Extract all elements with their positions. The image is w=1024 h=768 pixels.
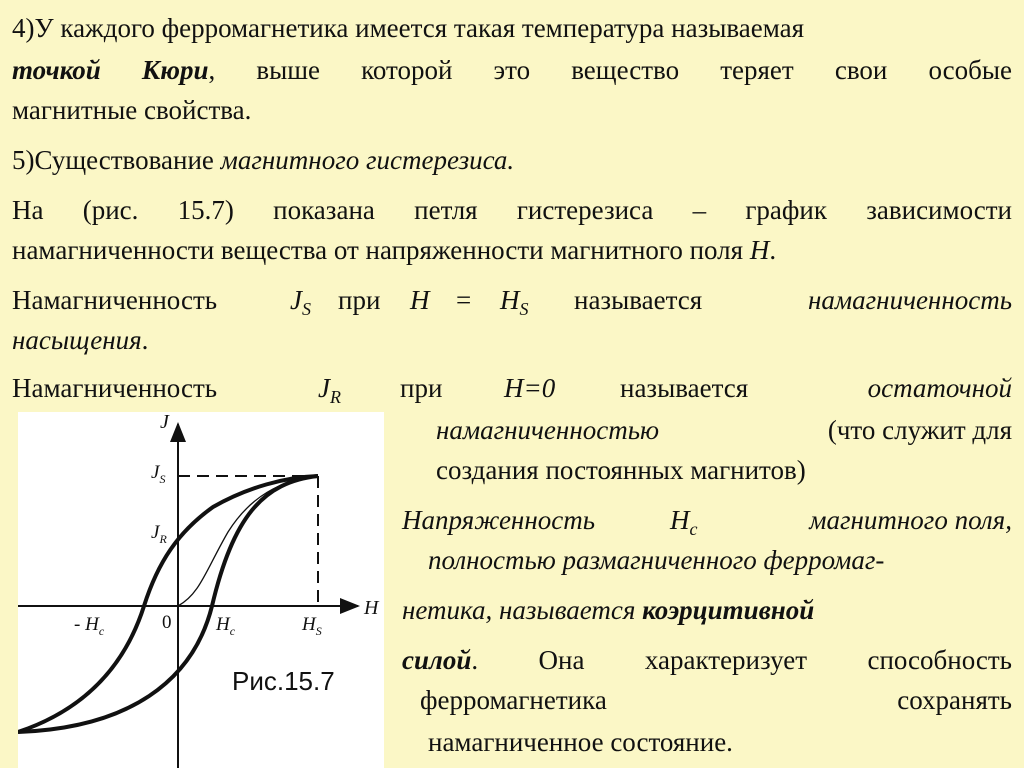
residual-term-1: остаточной <box>867 373 1012 403</box>
p7-eq: = <box>456 285 472 315</box>
p6-line2 <box>12 234 776 266</box>
p9-line4 <box>402 644 1012 676</box>
p7-h: H <box>410 285 430 315</box>
h-axis-label: H <box>364 597 379 619</box>
coercive-term-2: силой <box>402 645 472 675</box>
hc-tick-label: $H_c$ <box>216 614 236 638</box>
p4-line3: магнитные свойства. <box>12 95 252 125</box>
p6-line1: На (рис. 15.7) показана петля гистерезиса – график зависимости <box>12 195 1012 225</box>
js-tick-label: $J_S$ <box>151 462 166 486</box>
p8-word-at: при <box>400 373 443 403</box>
p9-line6: намагниченное состояние. <box>428 727 733 757</box>
p7-hs: $H_S$ <box>500 285 529 319</box>
p9-hc: $H_c$ <box>670 505 698 539</box>
p8-word-called: называется <box>620 373 749 403</box>
p8-note1: (что служит для <box>827 415 1012 445</box>
curie-point-term: точкой Кюри <box>12 55 209 85</box>
p7-word-called: называется <box>574 285 703 315</box>
initial-curve <box>178 476 318 606</box>
p7-line2: насыщения. <box>12 325 149 355</box>
origin-label: 0 <box>162 612 172 633</box>
p9-line4-rest: . Она характеризует способность <box>471 645 1012 675</box>
p6-line2-text: намагниченности вещества от напряженности магнитного поля <box>12 235 750 265</box>
residual-term-2: намагниченностью <box>436 415 660 445</box>
p9-field: магнитного поля, <box>809 505 1012 535</box>
saturation-term-1: намагниченность <box>808 285 1012 315</box>
p8-condition: H=0 <box>504 373 556 403</box>
p9-line3: нетика, называется коэрцитивной <box>402 595 815 625</box>
p6-var-h: H <box>749 235 770 265</box>
hysteresis-term: магнитного гистерезиса. <box>220 145 515 175</box>
p5-prefix: 5)Существование <box>12 145 221 175</box>
p7-word-at: при <box>338 285 381 315</box>
p8-note2: создания постоянных магнитов) <box>436 455 806 485</box>
p4-line2 <box>12 54 1012 86</box>
p9-line2: полностью размагниченного ферромаг- <box>428 545 885 575</box>
p5-line <box>12 144 514 176</box>
p7-js: $J_S$ <box>290 285 311 319</box>
j-axis-label: J <box>160 412 169 433</box>
p8-jr: $J_R$ <box>318 373 341 407</box>
p8-word-magnetization: Намагниченность <box>12 373 218 403</box>
p4-line1: 4)У каждого ферромагнетика имеется такая температура называемая <box>12 13 805 43</box>
hs-tick-label: $H_S$ <box>302 614 322 638</box>
hysteresis-figure <box>18 412 384 768</box>
p6-line2-end: . <box>769 235 777 265</box>
neg-hc-tick-label: - $H_c$ <box>74 614 105 638</box>
figure-caption: Рис.15.7 <box>232 666 335 696</box>
p9-intensity: Напряженность <box>402 505 595 535</box>
p7-word-magnetization: Намагниченность <box>12 285 218 315</box>
jr-tick-label: $J_R$ <box>151 522 167 546</box>
coercive-term-1: коэрцитивной <box>642 595 815 625</box>
hysteresis-plot <box>18 412 384 768</box>
saturation-term-2: насыщения <box>12 325 142 355</box>
p4-line2-rest: , выше которой это вещество теряет свои особые <box>208 55 1012 85</box>
